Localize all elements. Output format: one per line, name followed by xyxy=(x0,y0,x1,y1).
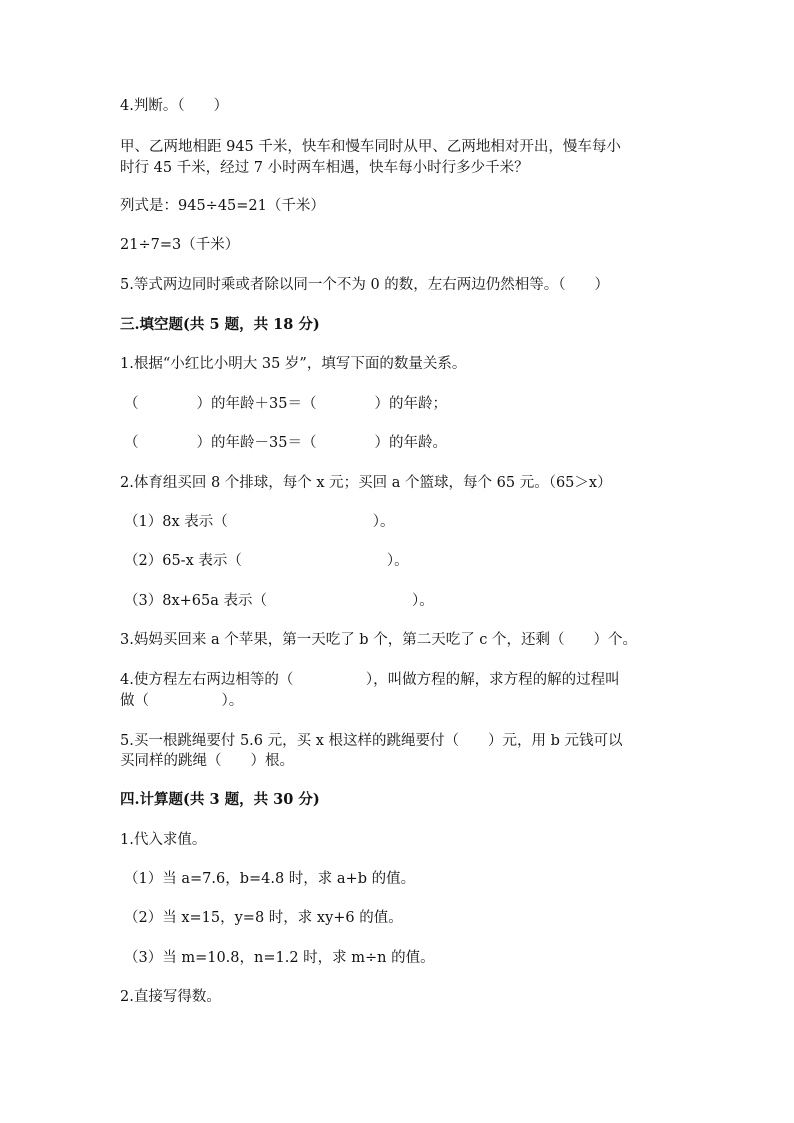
fill-q5-line1: 5.买一根跳绳要付 5.6 元，买 x 根这样的跳绳要付（ ）元，用 b 元钱可以 xyxy=(120,733,623,749)
calc-q2-text: 2.直接写得数。 xyxy=(120,989,221,1005)
fill-q2-sub1: （1）8x 表示（ ）。 xyxy=(124,514,395,530)
calc-q1-sub3: （3）当 m=10.8，n=1.2 时，求 m÷n 的值。 xyxy=(124,950,435,966)
judgement-q4-calc2: 21÷7=3（千米） xyxy=(120,237,240,253)
fill-q1-line2: （ ）的年龄－35＝（ ）的年龄。 xyxy=(124,435,447,451)
fill-q1-text: 1.根据“小红比小明大 35 岁”，填写下面的数量关系。 xyxy=(120,356,467,372)
fill-q2-text: 2.体育组买回 8 个排球，每个 x 元；买回 a 个篮球，每个 65 元。（65＞x） xyxy=(120,475,612,491)
judgement-q5-text: 5.等式两边同时乘或者除以同一个不为 0 的数，左右两边仍然相等。（ ） xyxy=(120,277,610,293)
fill-q4-line2: 做（ ）。 xyxy=(120,693,244,709)
fill-q1-line1: （ ）的年龄＋35＝（ ）的年龄； xyxy=(124,396,447,412)
calc-q1-text: 1.代入求值。 xyxy=(120,832,207,848)
calc-q1-sub2: （2）当 x=15，y=8 时，求 xy+6 的值。 xyxy=(124,910,403,926)
judgement-q4-title: 4.判断。（ ） xyxy=(120,98,229,114)
fill-q2-sub2: （2）65-x 表示（ ）。 xyxy=(124,553,409,569)
calc-q1-sub1: （1）当 a=7.6，b=4.8 时，求 a+b 的值。 xyxy=(124,871,416,887)
fill-blank-heading: 三.填空题(共 5 题，共 18 分) xyxy=(120,316,320,333)
judgement-q4-problem-line2: 时行 45 千米，经过 7 小时两车相遇，快车每小时行多少千米？ xyxy=(120,160,529,176)
fill-q4-line1: 4.使方程左右两边相等的（ ），叫做方程的解，求方程的解的过程叫 xyxy=(120,672,620,688)
judgement-q4-calc1: 列式是：945÷45=21（千米） xyxy=(120,198,325,214)
judgement-q4-problem-line1: 甲、乙两地相距 945 千米，快车和慢车同时从甲、乙两地相对开出，慢车每小 xyxy=(120,139,621,155)
fill-q3-text: 3.妈妈买回来 a 个苹果，第一天吃了 b 个，第二天吃了 c 个，还剩（ ）个。 xyxy=(120,632,638,648)
fill-q2-sub3: （3）8x+65a 表示（ ）。 xyxy=(124,593,434,609)
fill-q5-line2: 买同样的跳绳（ ）根。 xyxy=(120,753,294,769)
calculation-heading: 四.计算题(共 3 题，共 30 分) xyxy=(120,791,320,808)
